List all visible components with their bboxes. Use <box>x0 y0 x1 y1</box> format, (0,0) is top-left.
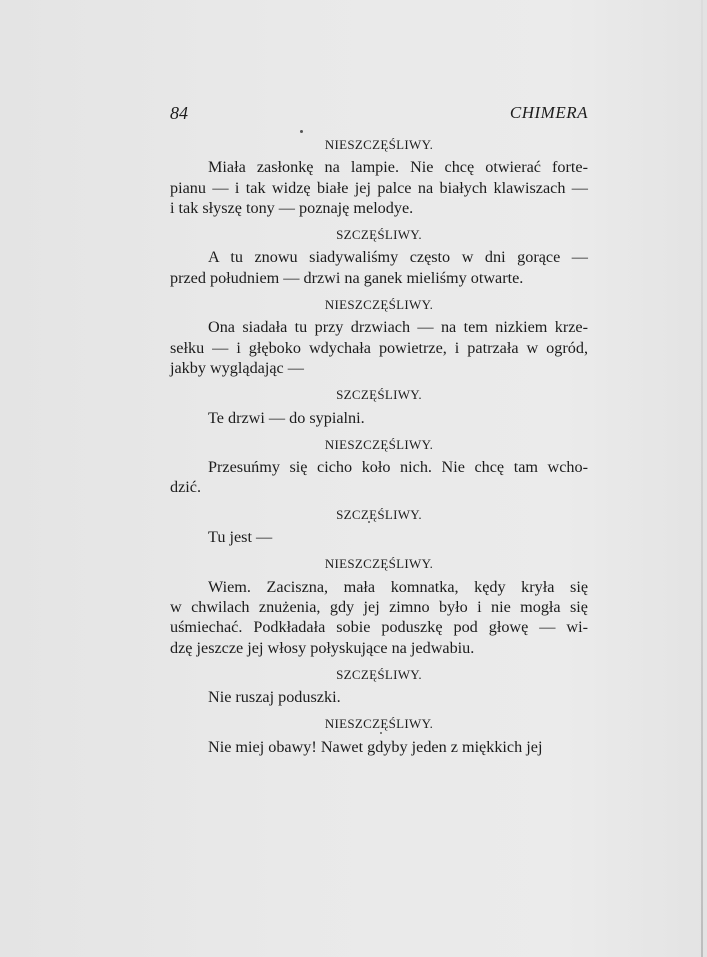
speech-paragraph <box>170 157 588 218</box>
text-line: Tu jest — <box>208 528 273 547</box>
text-line: Przesuńmy się cicho koło nich. Nie chcę tam wcho- <box>208 458 588 477</box>
text-line: pianu — i tak widzę białe jej palce na białych klawiszach — <box>170 178 588 197</box>
running-head <box>170 103 588 125</box>
speech-paragraph <box>170 577 588 658</box>
text-line: Te drzwi — do sypialni. <box>208 408 365 427</box>
speech-paragraph <box>170 687 588 707</box>
speaker-heading: NIESZCZĘŚLIWY. <box>324 716 434 732</box>
speech-paragraph <box>170 737 588 757</box>
ink-speck <box>300 130 303 133</box>
text-line: Nie miej obawy! Nawet gdyby jeden z miękkich jej <box>208 737 543 756</box>
text-line: uśmiechać. Podkładała sobie poduszkę pod głowę — wi- <box>170 618 588 637</box>
speaker-heading: NIESZCZĘŚLIWY. <box>324 137 434 152</box>
text-line: sełku — i głęboko wdychała powietrze, i patrzała w ogród, <box>170 338 588 357</box>
speech-paragraph <box>170 527 588 547</box>
text-line: dzić. <box>170 478 202 497</box>
text-line: Wiem. Zaciszna, mała komnatka, kędy kryła się <box>208 577 588 596</box>
text-line: jakby wyglądając — <box>170 358 304 377</box>
speech-paragraph <box>170 408 588 428</box>
text-line: A tu znowu siadywaliśmy często w dni gorące — <box>208 248 588 267</box>
speaker-heading: SZCZĘŚLIWY. <box>336 506 422 522</box>
text-line: i tak słyszę tony — poznaję melodye. <box>170 198 414 217</box>
speaker-heading: NIESZCZĘŚLIWY. <box>324 297 434 313</box>
speaker-heading: SZCZĘŚLIWY. <box>336 387 422 403</box>
page-number: 84 <box>170 103 188 123</box>
speaker-heading: NIESZCZĘŚLIWY. <box>324 436 434 452</box>
speaker-heading: SZCZĘŚLIWY. <box>336 666 422 682</box>
text-line: przed południem — drzwi na ganek mieliśmy otwarte. <box>170 268 524 287</box>
speech-paragraph <box>170 247 588 288</box>
page-edge <box>701 0 703 957</box>
text-line: Miała zasłonkę na lampie. Nie chcę otwierać forte- <box>208 158 588 177</box>
speech-paragraph <box>170 317 588 378</box>
text-line: dzę jeszcze jej włosy połyskujące na jedwabiu. <box>170 638 475 657</box>
dialogue-text <box>170 135 588 757</box>
speaker-heading: SZCZĘŚLIWY. <box>336 227 422 243</box>
speech-paragraph <box>170 457 588 498</box>
text-line: w chwilach znużenia, gdy jej zimno było i nie mogła się <box>170 597 588 616</box>
running-title: CHIMERA <box>509 103 588 122</box>
speaker-heading: NIESZCZĘŚLIWY. <box>324 556 434 572</box>
text-line: Ona siadała tu przy drzwiach — na tem nizkiem krze- <box>208 318 588 337</box>
text-line: Nie ruszaj poduszki. <box>208 688 341 707</box>
